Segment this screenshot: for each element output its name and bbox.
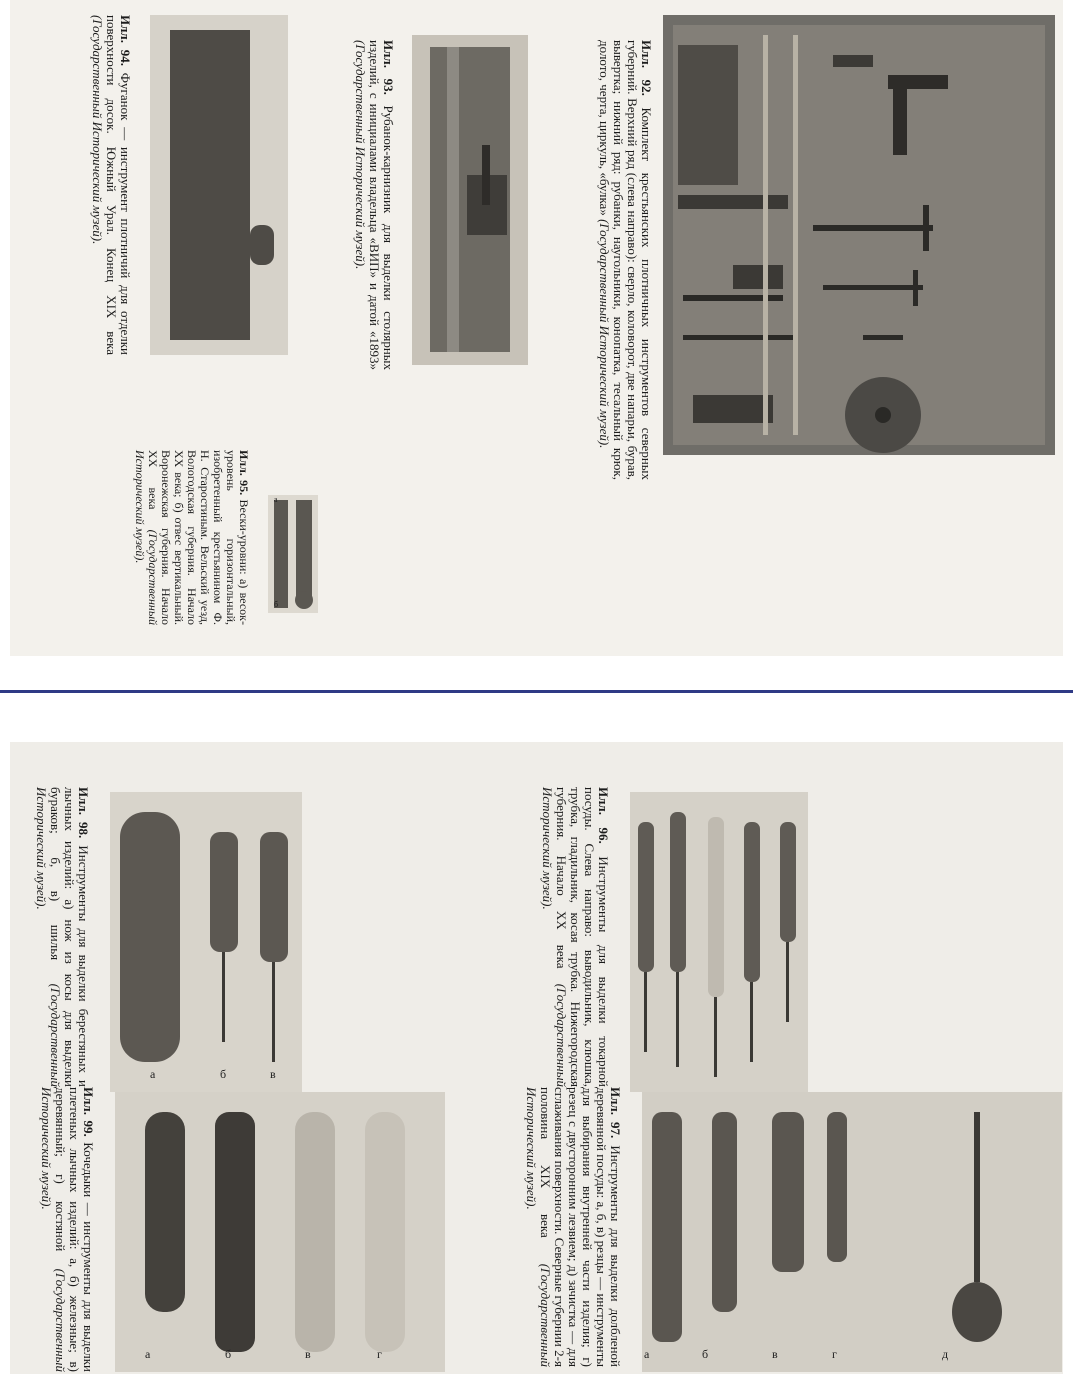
caption-ill-93 [335, 40, 395, 370]
photo-cornice-plane [412, 35, 528, 365]
letter-b: б [220, 1067, 227, 1081]
caption-label: Илл. 92. [639, 40, 654, 96]
caption-ill-99 [15, 1087, 95, 1372]
letter-a: а [644, 1347, 650, 1361]
caption-text: Фуганок — инструмент плотничий для отделки поверхности досок. Южный Урал. Конец XIX века [104, 15, 133, 355]
letter-b: б [225, 1347, 232, 1361]
caption-text: Кочедыки — инструменты для выделки плетеных лычных изделий: а, б) железные; в) деревянный; г) костяной [53, 1087, 96, 1373]
letter-v: в [270, 1067, 276, 1081]
photo-turning-tools [630, 792, 808, 1092]
letter-b: б [702, 1347, 709, 1361]
letter-b: б [274, 600, 279, 609]
caption-ill-97 [522, 1087, 622, 1367]
letter-d: д [942, 1347, 949, 1361]
caption-label: Илл. 98. [76, 787, 91, 839]
caption-label: Илл. 96. [596, 787, 611, 844]
caption-label: Илл. 95. [237, 450, 251, 496]
caption-source: (Государственный Исторический музей). [39, 1087, 68, 1372]
caption-text: Комплект крестьянских плотничных инструментов северных губерний. Верхний ряд (слева направо): сверло, коловорот, две напарьи, бурав, вывертка; нижний ряд: рубанки, наугольники, конопатка, тесальный крюк, долото, черта, циркуль, «булка» [597, 40, 654, 481]
caption-text: Рубанок-карнизник для выделки столярных изделий, с инициалами владельца «ВИП» и датой «1893» [367, 40, 396, 371]
photo-hollowing-tools [642, 1092, 1062, 1372]
caption-label: Илл. 97. [608, 1087, 623, 1139]
caption-source: (Государственный Исторический музей). [133, 450, 160, 626]
caption-source: (Государственный Исторический музей). [597, 219, 612, 449]
letter-g: г [377, 1347, 382, 1361]
top-book-page [10, 0, 1063, 656]
caption-ill-96 [510, 787, 610, 1087]
caption-ill-95 [120, 450, 250, 625]
caption-ill-94 [72, 15, 132, 355]
caption-source: (Государственный Исторический музей). [524, 1087, 553, 1368]
photo-carpentry-tool-set [663, 15, 1055, 455]
caption-ill-92 [553, 40, 653, 480]
caption-source: (Государственный Исторический музей). [353, 40, 368, 270]
caption-label: Илл. 99. [81, 1087, 96, 1137]
letter-a: а [145, 1347, 151, 1361]
letter-v: в [772, 1347, 778, 1361]
bottom-book-page [10, 742, 1063, 1374]
caption-source: (Государственный Исторический музей). [540, 787, 569, 1088]
caption-source: (Государственный Исторический музей). [34, 787, 63, 1087]
page-divider [0, 690, 1073, 693]
photo-kochedyk-tools [115, 1092, 445, 1372]
photo-jointer-plane [150, 15, 288, 355]
caption-text: Инструменты для выделки токарной посуды. Слева направо: выводильник, клюшка, трубка, гладильник, косая трубка. Нижегородская губерния. Начало XX века [554, 787, 611, 1087]
caption-text: Инструменты для выделки берестяных и лычных изделий: а) нож из косы для выделки бураков; б, в) шилья [48, 787, 91, 1088]
caption-text: Вески-уровни: а) весок-уровень горизонтальный, изобретенный крестьянином Ф. Н. Старостиным. Вельский уезд, Вологодская губерния. Начало XX века; б) отвес вертикальный. Воронежская губерния. Начало XX века [146, 450, 251, 625]
caption-ill-98 [10, 787, 90, 1087]
caption-label: Илл. 93. [381, 40, 396, 95]
caption-source: (Государственный Исторический музей). [90, 15, 105, 245]
letter-a: а [150, 1067, 156, 1081]
letter-v: в [305, 1347, 311, 1361]
photo-levels [268, 495, 318, 613]
letter-g: г [832, 1347, 837, 1361]
caption-text: Инструменты для выделки долбленой деревянной посуды: а, б, в) резцы — инструменты для выбирания внутренней части изделия; г) резец с двусторонним лезвием; д) зачистка — для сглаживания поверхности. Северные губернии 2-я половина XIX века [538, 1087, 623, 1367]
photo-birch-bark-tools [110, 792, 302, 1092]
letter-a: а [274, 495, 278, 504]
caption-label: Илл. 94. [118, 15, 133, 66]
